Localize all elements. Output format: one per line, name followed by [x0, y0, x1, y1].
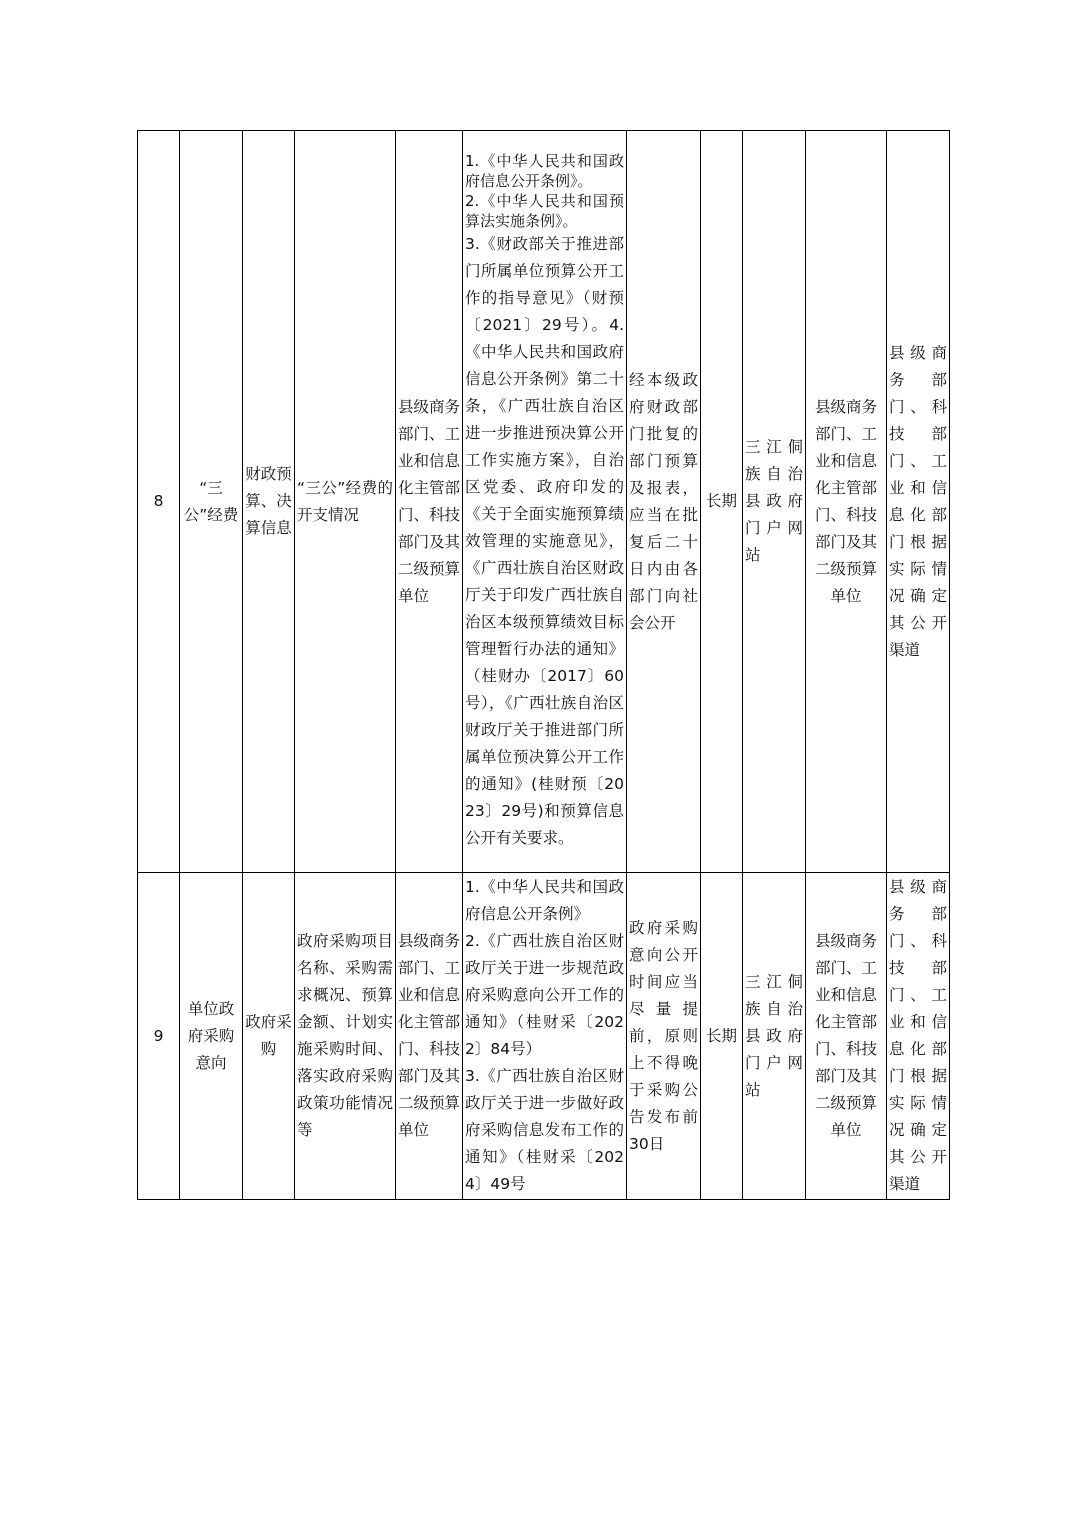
responsible-unit: 县级商务部门、工业和信息化主管部门、科技部门及其二级预算单位 [806, 131, 887, 873]
category: 财政预算、决算信息 [243, 131, 295, 873]
duration: 长期 [701, 131, 743, 873]
note: 县级商务部门、科技部门、工业和信息化部门根据实际情况确定其公开渠道 [887, 131, 950, 873]
duration: 长期 [701, 873, 743, 1200]
disclosure-subject: 县级商务部门、工业和信息化主管部门、科技部门及其二级预算单位 [396, 131, 463, 873]
basis-line: 2.《中华人民共和国预算法实施条例》。 [465, 192, 624, 230]
basis-line: 1.《中华人民共和国政府信息公开条例》。 [465, 152, 624, 190]
disclosure-basis [463, 131, 627, 873]
disclosure-content: 政府采购项目名称、采购需求概况、预算金额、计划实施采购时间、落实政府采购政策功能情况等 [295, 873, 396, 1200]
table-row [138, 873, 950, 1200]
disclosure-subject: 县级商务部门、工业和信息化主管部门、科技部门及其二级预算单位 [396, 873, 463, 1200]
basis-line: 2.《广西壮族自治区财政厅关于进一步规范政府采购意向公开工作的通知》（桂财采〔2022〕84号） [465, 932, 624, 1058]
disclosure-time-limit: 经本级政府财政部门批复的部门预算及报表，应当在批复后二十日内由各部门向社会公开 [627, 131, 701, 873]
row-number: 9 [138, 873, 180, 1200]
disclosure-table [137, 130, 950, 1200]
table-row [138, 131, 950, 873]
row-number: 8 [138, 131, 180, 873]
note: 县级商务部门、科技部门、工业和信息化部门根据实际情况确定其公开渠道 [887, 873, 950, 1200]
disclosure-channel: 三江侗族自治县政府门户网站 [743, 873, 806, 1200]
basis-line: 3.《财政部关于推进部门所属单位预算公开工作的指导意见》（财预〔2021〕29号）。4.《中华人民共和国政府信息公开条例》第二十条，《广西壮族自治区进一步推进预决算公开工作实施方案》，自治区党委、政府印发的《关于全面实施预算绩效管理的实施意见》，《广西壮族自治区财政厅关于印发广西壮族自治区本级预算绩效目标管理暂行办法的通知》（桂财办〔2017〕60号），《广西壮族自治区财政厅关于推进部门所属单位预决算公开工作的通知》(桂财预〔2023〕29号)和预算信息公开有关要求。 [465, 235, 624, 847]
disclosure-channel: 三江侗族自治县政府门户网站 [743, 131, 806, 873]
responsible-unit: 县级商务部门、工业和信息化主管部门、科技部门及其二级预算单位 [806, 873, 887, 1200]
item-name: “三公”经费 [180, 131, 243, 873]
basis-line: 1.《中华人民共和国政府信息公开条例》 [465, 878, 624, 923]
category: 政府采购 [243, 873, 295, 1200]
item-name: 单位政府采购意向 [180, 873, 243, 1200]
disclosure-content: “三公”经费的开支情况 [295, 131, 396, 873]
disclosure-basis [463, 873, 627, 1200]
disclosure-time-limit: 政府采购意向公开时间应当尽量提前，原则上不得晚于采购公告发布前30日 [627, 873, 701, 1200]
basis-line: 3.《广西壮族自治区财政厅关于进一步做好政府采购信息发布工作的通知》（桂财采〔2024〕49号 [465, 1067, 624, 1193]
